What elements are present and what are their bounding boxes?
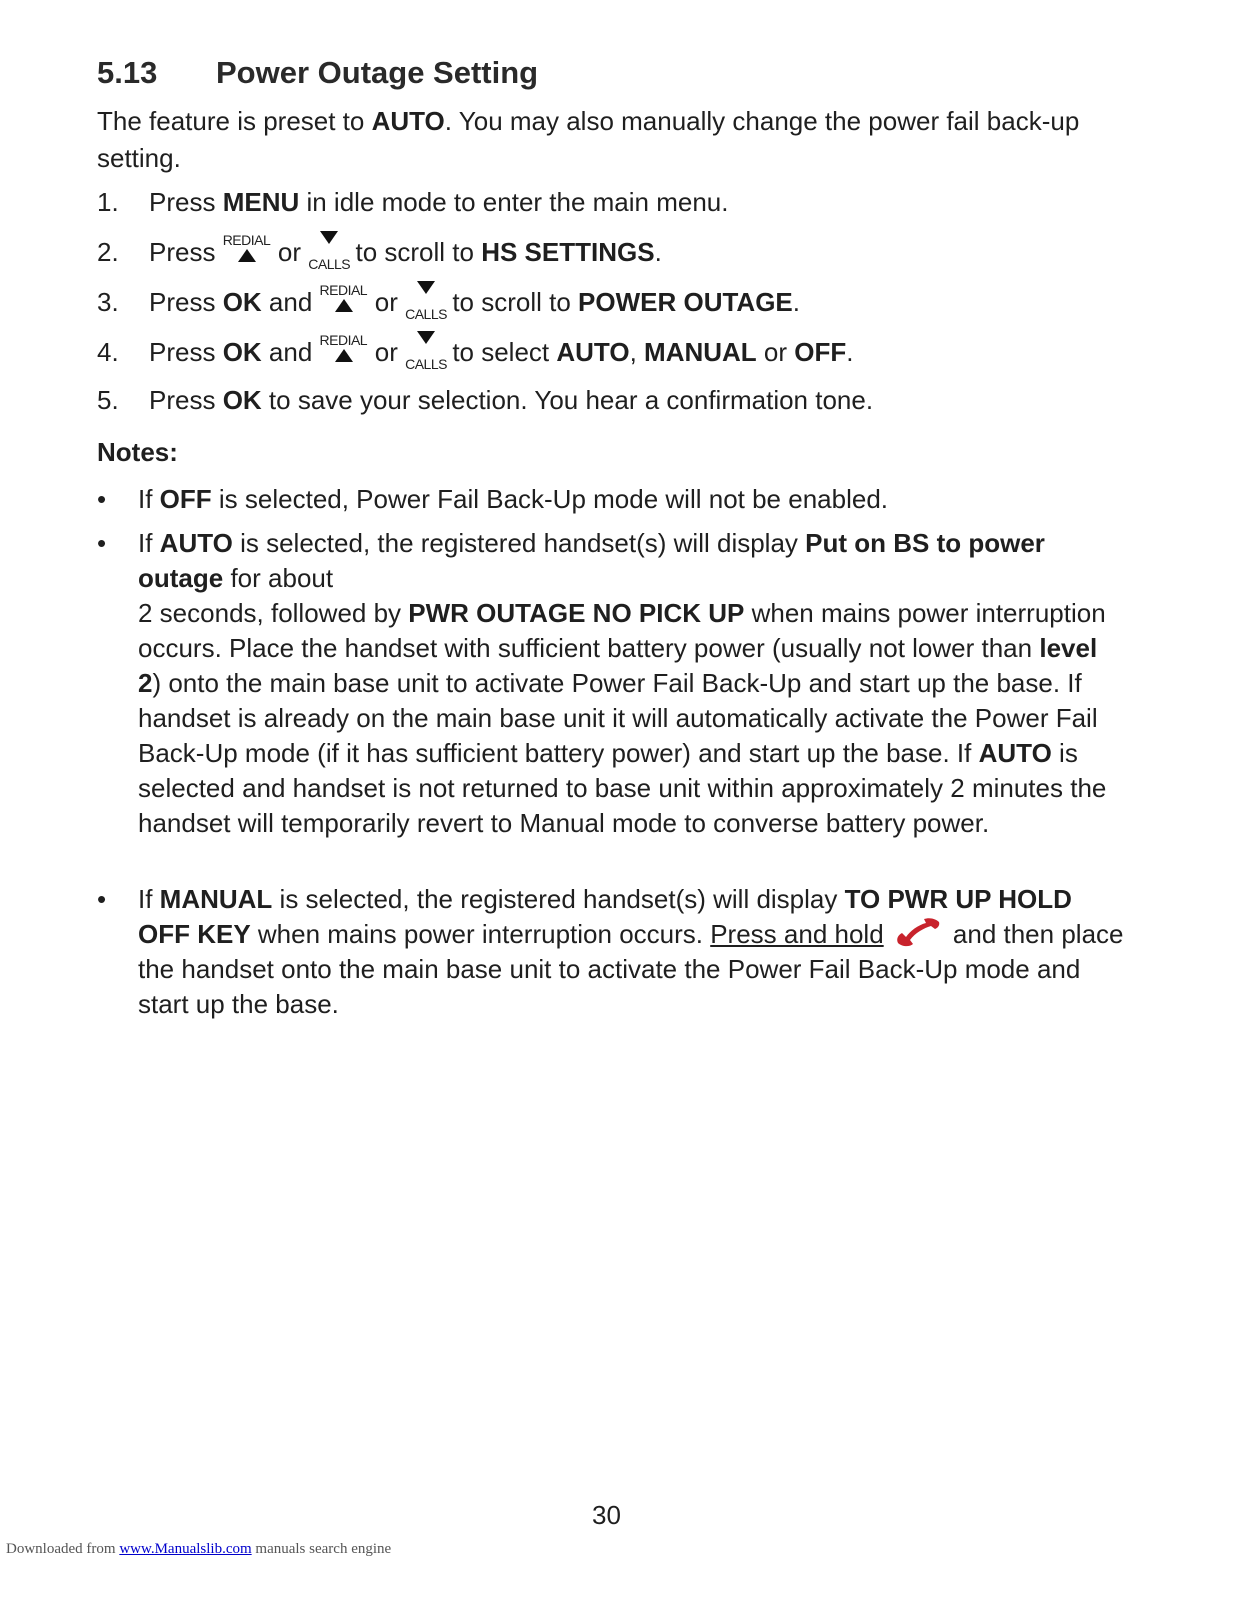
note-text: If bbox=[138, 884, 160, 914]
download-footer bbox=[6, 1541, 391, 1558]
note-text: and then place the handset onto the main base unit to activate the Power Fail Back-Up mode and start up the base. bbox=[138, 919, 1124, 1019]
red-handset-end-call-icon bbox=[894, 917, 942, 947]
step-number: 5. bbox=[97, 385, 119, 415]
redial-caption: REDIAL bbox=[222, 232, 271, 248]
step-text: or bbox=[756, 337, 795, 367]
intro-text-end: . You may also manually change the power fail back-up setting. bbox=[97, 106, 1080, 173]
note-item-auto bbox=[97, 526, 1127, 841]
calls-caption: CALLS bbox=[405, 306, 447, 322]
note-text: for about bbox=[223, 563, 334, 593]
bullet-icon: • bbox=[97, 884, 107, 914]
step-text: Press bbox=[149, 385, 223, 415]
note-text: 2 seconds, followed by bbox=[138, 598, 409, 628]
step-text: Press bbox=[149, 237, 223, 267]
step-text: . bbox=[846, 337, 854, 367]
press-and-hold-text: Press and hold bbox=[710, 919, 884, 949]
footer-text: Downloaded from bbox=[6, 1541, 120, 1557]
intro-bold-auto: AUTO bbox=[371, 106, 445, 136]
note-bold: AUTO bbox=[159, 528, 233, 558]
step-text: to select bbox=[445, 337, 557, 367]
note-bold: OFF bbox=[159, 484, 212, 514]
up-arrow-redial-icon bbox=[319, 282, 368, 319]
step-number: 4. bbox=[97, 337, 119, 367]
down-arrow-calls-icon bbox=[405, 335, 447, 372]
manualslib-link[interactable]: www.Manualslib.com bbox=[119, 1541, 252, 1557]
step-text: or bbox=[367, 287, 406, 317]
up-arrow-redial-icon bbox=[222, 232, 271, 269]
display-message: PWR OUTAGE NO PICK UP bbox=[408, 598, 745, 628]
bullet-icon: • bbox=[97, 484, 107, 514]
step-number: 3. bbox=[97, 287, 119, 317]
section-title: Power Outage Setting bbox=[216, 55, 539, 90]
calls-caption: CALLS bbox=[308, 256, 351, 272]
step-text: or bbox=[367, 337, 406, 367]
step-key-ok: OK bbox=[222, 287, 262, 317]
up-arrow-redial-icon bbox=[319, 332, 368, 369]
step-5 bbox=[97, 383, 873, 417]
intro-paragraph bbox=[97, 103, 1127, 177]
calls-caption: CALLS bbox=[405, 356, 447, 372]
display-message: Put on BS to power outage bbox=[138, 528, 1045, 593]
note-text: is selected and handset is not returned to base unit within approximately 2 minutes the handset will temporarily revert to Manual mode to converse battery power. bbox=[138, 738, 1107, 838]
note-text: is selected, the registered handset(s) will display bbox=[232, 528, 806, 558]
step-text: Press bbox=[149, 337, 223, 367]
step-4 bbox=[97, 332, 854, 372]
step-text: . bbox=[654, 237, 662, 267]
note-text: is selected, the registered handset(s) will display bbox=[272, 884, 845, 914]
step-text: , bbox=[629, 337, 645, 367]
step-text: in idle mode to enter the main menu. bbox=[299, 187, 729, 217]
step-2 bbox=[97, 232, 662, 272]
step-number: 2. bbox=[97, 237, 119, 267]
option-off: OFF bbox=[794, 337, 847, 367]
step-text: to save your selection. You hear a confirmation tone. bbox=[261, 385, 874, 415]
down-arrow-calls-icon bbox=[308, 235, 351, 272]
intro-text: The feature is preset to bbox=[97, 106, 372, 136]
step-text: Press bbox=[149, 287, 223, 317]
note-text: If bbox=[138, 528, 160, 558]
bullet-icon: • bbox=[97, 528, 107, 558]
step-key-ok: OK bbox=[222, 337, 262, 367]
step-3 bbox=[97, 282, 801, 322]
step-text: to scroll to bbox=[445, 287, 579, 317]
step-menu-power-outage: POWER OUTAGE bbox=[578, 287, 793, 317]
redial-caption: REDIAL bbox=[319, 332, 368, 348]
step-text: . bbox=[792, 287, 801, 317]
option-auto: AUTO bbox=[556, 337, 630, 367]
step-text: and bbox=[261, 287, 320, 317]
notes-heading: Notes: bbox=[97, 437, 178, 467]
note-text: If bbox=[138, 484, 160, 514]
note-text: when mains power interruption occurs. Place the handset with sufficient battery power (usually not lower than bbox=[138, 598, 1106, 663]
note-text: is selected, Power Fail Back-Up mode will not be enabled. bbox=[211, 484, 889, 514]
step-key-ok: OK bbox=[222, 385, 262, 415]
section-heading bbox=[97, 55, 538, 91]
step-key-menu: MENU bbox=[222, 187, 300, 217]
option-manual: MANUAL bbox=[644, 337, 757, 367]
step-text: to scroll to bbox=[348, 237, 482, 267]
step-text: or bbox=[270, 237, 309, 267]
step-menu-hs-settings: HS SETTINGS bbox=[481, 237, 655, 267]
note-bold: MANUAL bbox=[159, 884, 273, 914]
footer-text: manuals search engine bbox=[251, 1541, 392, 1557]
note-bold: AUTO bbox=[978, 738, 1052, 768]
note-text: ) onto the main base unit to activate Power Fail Back-Up and start up the base. If handset is already on the main base unit it will automatically activate the Power Fail Back-Up mode (if it has sufficient battery power) and start up the base. If bbox=[138, 668, 1098, 768]
step-1 bbox=[97, 185, 729, 219]
display-message: TO PWR UP HOLD OFF KEY bbox=[138, 884, 1072, 949]
note-item-manual bbox=[97, 882, 1127, 1022]
note-item-off bbox=[97, 482, 1127, 517]
section-number: 5.13 bbox=[97, 55, 158, 90]
step-text: and bbox=[261, 337, 320, 367]
page-number: 30 bbox=[592, 1500, 621, 1530]
redial-caption: REDIAL bbox=[319, 282, 368, 298]
step-number: 1. bbox=[97, 187, 119, 217]
step-text: Press bbox=[149, 187, 223, 217]
down-arrow-calls-icon bbox=[405, 285, 447, 322]
battery-level: level 2 bbox=[138, 633, 1098, 698]
note-text: when mains power interruption occurs. bbox=[250, 919, 711, 949]
